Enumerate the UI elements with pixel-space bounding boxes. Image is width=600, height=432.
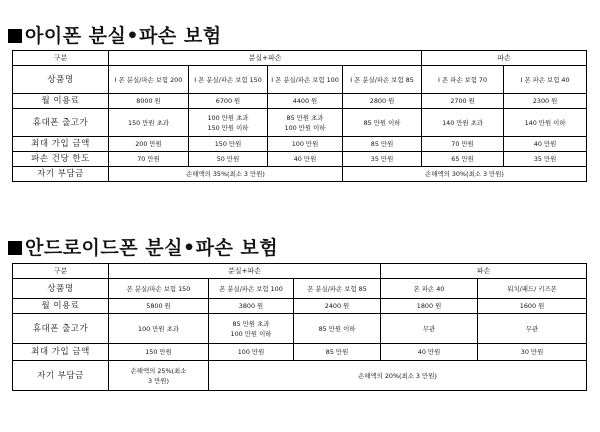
table-row: [13, 279, 587, 299]
row-label: 자기 부담금: [13, 167, 109, 182]
max-amount-cell: 150 만원: [189, 137, 268, 152]
max-amount-cell: 40 만원: [504, 137, 587, 152]
table-row: [13, 66, 587, 94]
table-row: [13, 344, 587, 361]
release-price-cell: 140 만원 초과: [422, 109, 504, 137]
release-price-cell: 100 만원 초과 150 만원 이하: [189, 109, 268, 137]
deductible-cell: 손해액의 30%(최소 3 만원): [343, 167, 587, 182]
damage-limit-cell: 40 만원: [268, 152, 343, 167]
product-name-cell: I 폰 분실/파손 보험 100: [268, 66, 343, 94]
monthly-fee-cell: 8000 원: [109, 94, 189, 109]
iphone-title-text: 아이폰 분실•파손 보험: [25, 25, 222, 47]
monthly-fee-cell: 3800 원: [209, 299, 294, 314]
monthly-fee-cell: 2700 원: [422, 94, 504, 109]
monthly-fee-cell: 1600 원: [478, 299, 587, 314]
android-title-text: 안드로이드폰 분실•파손 보험: [25, 237, 279, 259]
iphone-section-title: [8, 21, 222, 48]
iphone-insurance-table: [12, 50, 587, 182]
max-amount-cell: 85 만원: [294, 344, 381, 361]
monthly-fee-cell: 2400 원: [294, 299, 381, 314]
table-row: [13, 167, 587, 182]
release-price-cell: 85 만원 초과 100 만원 이하: [268, 109, 343, 137]
deductible-cell: 손해액의 20%(최소 3 만원): [209, 361, 587, 391]
max-amount-cell: 30 만원: [478, 344, 587, 361]
product-name-cell: I 폰 파손 보험 70: [422, 66, 504, 94]
table-row: [13, 314, 587, 344]
product-name-cell: 폰 파손 40: [381, 279, 478, 299]
table-row: [13, 299, 587, 314]
table-row: [13, 94, 587, 109]
table-row: [13, 361, 587, 391]
damage-limit-cell: 50 만원: [189, 152, 268, 167]
max-amount-cell: 100 만원: [209, 344, 294, 361]
monthly-fee-cell: 2800 원: [343, 94, 422, 109]
damage-limit-cell: 70 만원: [109, 152, 189, 167]
monthly-fee-cell: 4400 원: [268, 94, 343, 109]
product-name-cell: I 폰 분실/파손 보험 85: [343, 66, 422, 94]
product-name-cell: 워치/패드/ 키즈폰: [478, 279, 587, 299]
max-amount-cell: 40 만원: [381, 344, 478, 361]
row-label: 휴대폰 출고가: [13, 314, 109, 344]
row-label: 최대 가입 금액: [13, 344, 109, 361]
release-price-cell: 85 만원 이하: [294, 314, 381, 344]
release-price-cell: 85 만원 초과 100 만원 이하: [209, 314, 294, 344]
table-row: [13, 264, 587, 279]
android-section-title: [8, 233, 278, 260]
product-name-cell: I 폰 분실/파손 보험 150: [189, 66, 268, 94]
square-bullet-icon: [8, 29, 22, 43]
max-amount-cell: 100 만원: [268, 137, 343, 152]
monthly-fee-cell: 2300 원: [504, 94, 587, 109]
loss-damage-group-header: 분실+파손: [109, 51, 422, 66]
max-amount-cell: 70 만원: [422, 137, 504, 152]
row-label: 파손 건당 한도: [13, 152, 109, 167]
max-amount-cell: 150 만원: [109, 344, 209, 361]
release-price-cell: 85 만원 이하: [343, 109, 422, 137]
row-label: 상품명: [13, 66, 109, 94]
damage-group-header: 파손: [381, 264, 587, 279]
release-price-cell: 150 만원 초과: [109, 109, 189, 137]
product-name-cell: I 폰 분실/파손 보험 200: [109, 66, 189, 94]
product-name-cell: 폰 분실/파손 보험 100: [209, 279, 294, 299]
row-label: 월 이용료: [13, 299, 109, 314]
android-insurance-table: [12, 263, 587, 391]
max-amount-cell: 85 만원: [343, 137, 422, 152]
loss-damage-group-header: 분실+파손: [109, 264, 381, 279]
damage-limit-cell: 65 만원: [422, 152, 504, 167]
table-row: [13, 109, 587, 137]
release-price-cell: 140 만원 이하: [504, 109, 587, 137]
deductible-cell: 손해액의 25%(최소 3 만원): [109, 361, 209, 391]
monthly-fee-cell: 1800 원: [381, 299, 478, 314]
table-row: [13, 152, 587, 167]
damage-limit-cell: 35 만원: [504, 152, 587, 167]
damage-limit-cell: 35 만원: [343, 152, 422, 167]
max-amount-cell: 200 만원: [109, 137, 189, 152]
monthly-fee-cell: 5800 원: [109, 299, 209, 314]
row-label: 휴대폰 출고가: [13, 109, 109, 137]
release-price-cell: 100 만원 초과: [109, 314, 209, 344]
product-name-cell: I 폰 파손 보험 40: [504, 66, 587, 94]
damage-group-header: 파손: [422, 51, 587, 66]
product-name-cell: 폰 분실/파손 보험 85: [294, 279, 381, 299]
monthly-fee-cell: 6700 원: [189, 94, 268, 109]
category-header: 구분: [13, 51, 109, 66]
category-header: 구분: [13, 264, 109, 279]
row-label: 최대 가입 금액: [13, 137, 109, 152]
row-label: 상품명: [13, 279, 109, 299]
table-row: [13, 51, 587, 66]
row-label: 월 이용료: [13, 94, 109, 109]
release-price-cell: 무관: [381, 314, 478, 344]
row-label: 자기 부담금: [13, 361, 109, 391]
product-name-cell: 폰 분실/파손 보험 150: [109, 279, 209, 299]
table-row: [13, 137, 587, 152]
release-price-cell: 무관: [478, 314, 587, 344]
square-bullet-icon: [8, 241, 22, 255]
deductible-cell: 손해액의 35%(최소 3 만원): [109, 167, 343, 182]
